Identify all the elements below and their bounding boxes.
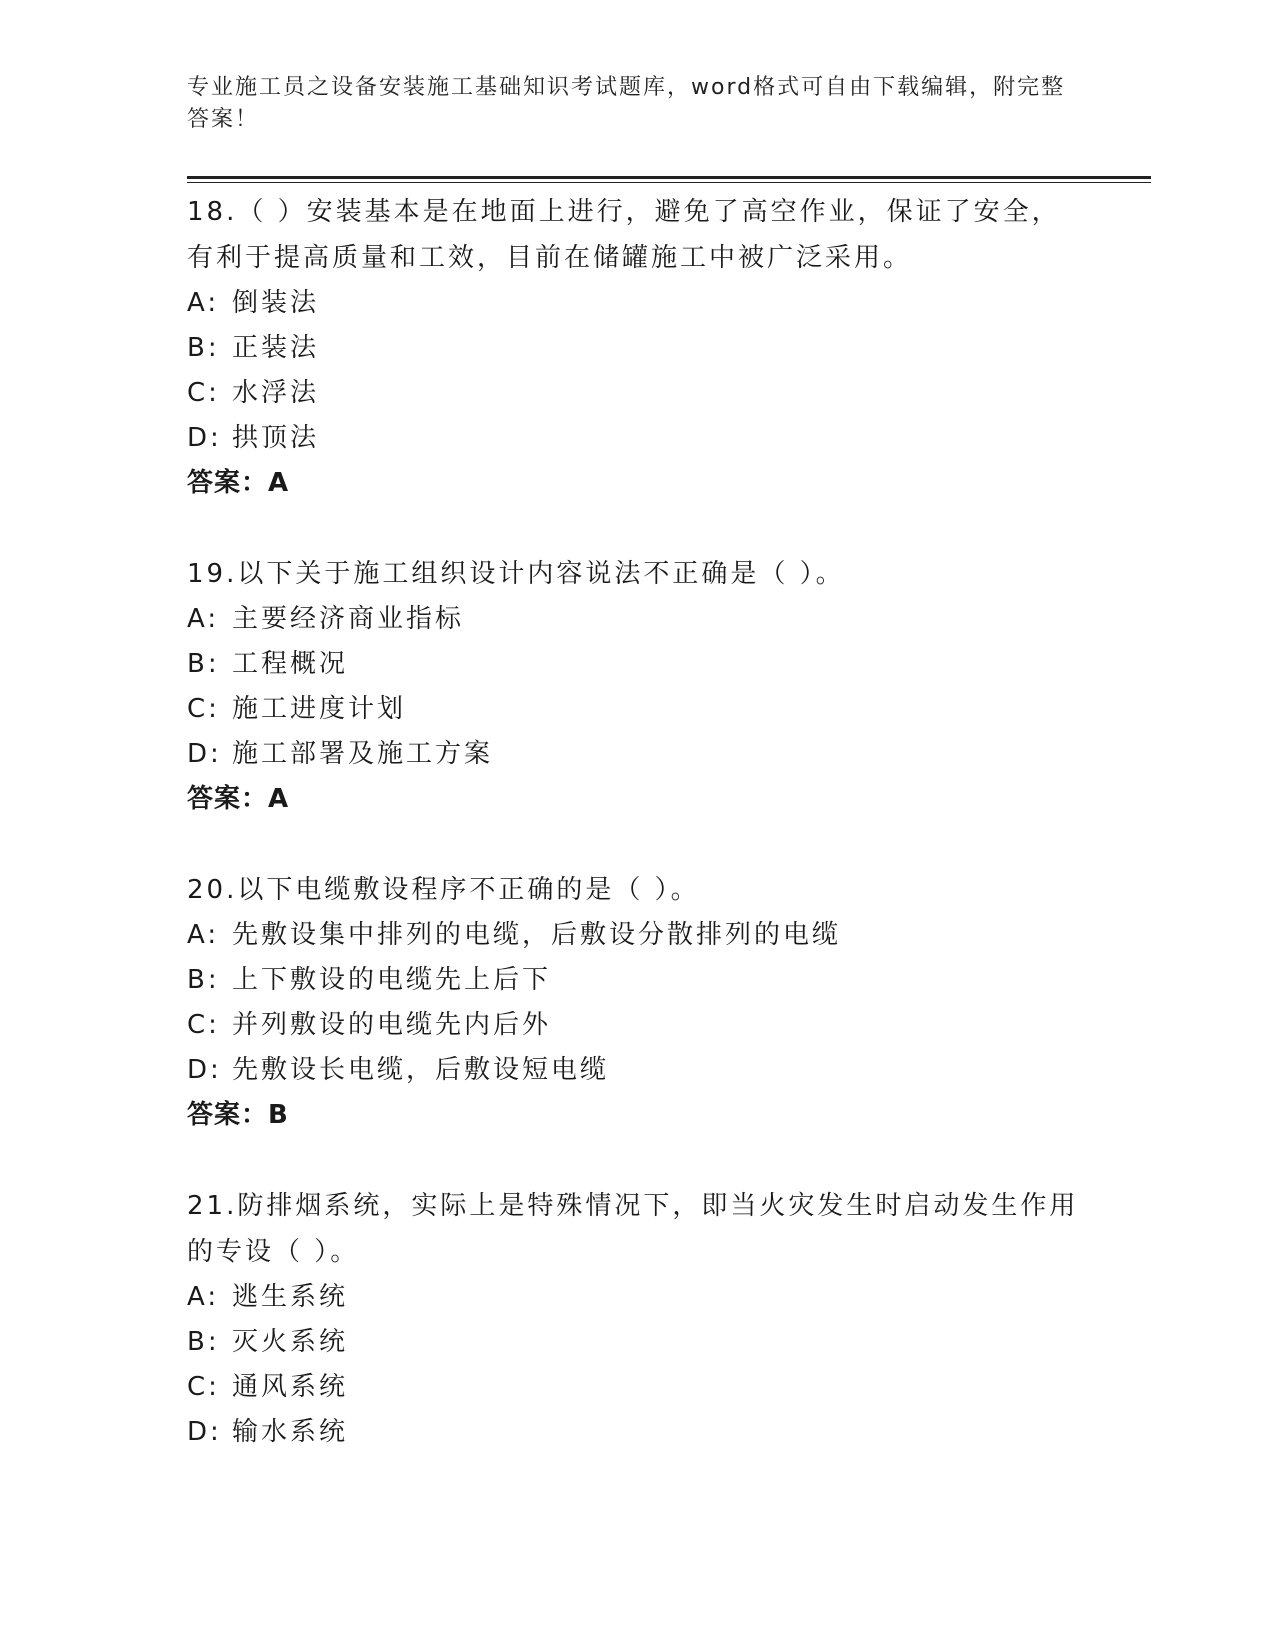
option-text: 输水系统 [232, 1417, 349, 1447]
option-text: 灭火系统 [232, 1327, 349, 1357]
option-c [187, 371, 1087, 416]
option-a [187, 913, 1087, 958]
option-letter: D: [187, 1417, 222, 1447]
option-letter: A: [187, 920, 220, 950]
option-text: 水浮法 [232, 378, 320, 408]
option-letter: C: [187, 1010, 220, 1040]
option-c [187, 687, 1087, 732]
option-letter: A: [187, 1282, 220, 1312]
option-d [187, 1048, 1087, 1093]
option-text: 通风系统 [232, 1372, 349, 1402]
option-d [187, 416, 1087, 461]
option-letter: A: [187, 288, 220, 318]
option-letter: B: [187, 965, 220, 995]
option-text: 主要经济商业指标 [232, 604, 465, 634]
question-18 [187, 189, 1087, 506]
option-a [187, 1275, 1087, 1320]
option-letter: C: [187, 1372, 220, 1402]
option-text: 并列敷设的电缆先内后外 [232, 1010, 552, 1040]
option-letter: B: [187, 333, 220, 363]
option-letter: C: [187, 378, 220, 408]
option-text: 上下敷设的电缆先上后下 [232, 965, 552, 995]
answer-line: 答案：A [187, 784, 290, 814]
question-list [187, 189, 1087, 1500]
option-letter: B: [187, 649, 220, 679]
option-text: 逃生系统 [232, 1282, 349, 1312]
option-text: 施工进度计划 [232, 694, 407, 724]
option-text: 拱顶法 [232, 423, 320, 453]
answer-line: 答案：B [187, 1100, 289, 1130]
option-letter: C: [187, 694, 220, 724]
option-b [187, 1320, 1087, 1365]
option-d [187, 1410, 1087, 1455]
header-divider-thin [187, 182, 1151, 183]
option-letter: A: [187, 604, 220, 634]
option-a [187, 281, 1087, 326]
option-b [187, 642, 1087, 687]
question-21 [187, 1183, 1087, 1455]
question-20 [187, 867, 1087, 1138]
option-text: 先敷设长电缆，后敷设短电缆 [232, 1055, 610, 1085]
question-stem: 21.防排烟系统，实际上是特殊情况下，即当火灾发生时启动发生作用的专设（ ）。 [187, 1191, 1079, 1267]
option-d [187, 732, 1087, 777]
option-c [187, 1365, 1087, 1410]
question-stem: 19.以下关于施工组织设计内容说法不正确是（ ）。 [187, 559, 845, 589]
question-stem: 18.（ ）安装基本是在地面上进行，避免了高空作业，保证了安全，有利于提高质量和工效，目前在储罐施工中被广泛采用。 [187, 197, 1061, 273]
answer-line: 答案：A [187, 468, 290, 498]
option-letter: D: [187, 423, 222, 453]
option-text: 正装法 [232, 333, 320, 363]
option-letter: B: [187, 1327, 220, 1357]
option-b [187, 326, 1087, 371]
document-header: 专业施工员之设备安装施工基础知识考试题库，word格式可自由下载编辑，附完整答案！ [187, 75, 1066, 132]
option-text: 先敷设集中排列的电缆，后敷设分散排列的电缆 [232, 920, 842, 950]
option-c [187, 1003, 1087, 1048]
question-stem: 20.以下电缆敷设程序不正确的是（ ）。 [187, 875, 700, 905]
option-letter: D: [187, 1055, 222, 1085]
option-text: 工程概况 [232, 649, 349, 679]
option-text: 倒装法 [232, 288, 320, 318]
question-19 [187, 551, 1087, 822]
header-divider-thick [187, 176, 1151, 179]
option-letter: D: [187, 739, 222, 769]
option-a [187, 597, 1087, 642]
option-text: 施工部署及施工方案 [232, 739, 494, 769]
option-b [187, 958, 1087, 1003]
